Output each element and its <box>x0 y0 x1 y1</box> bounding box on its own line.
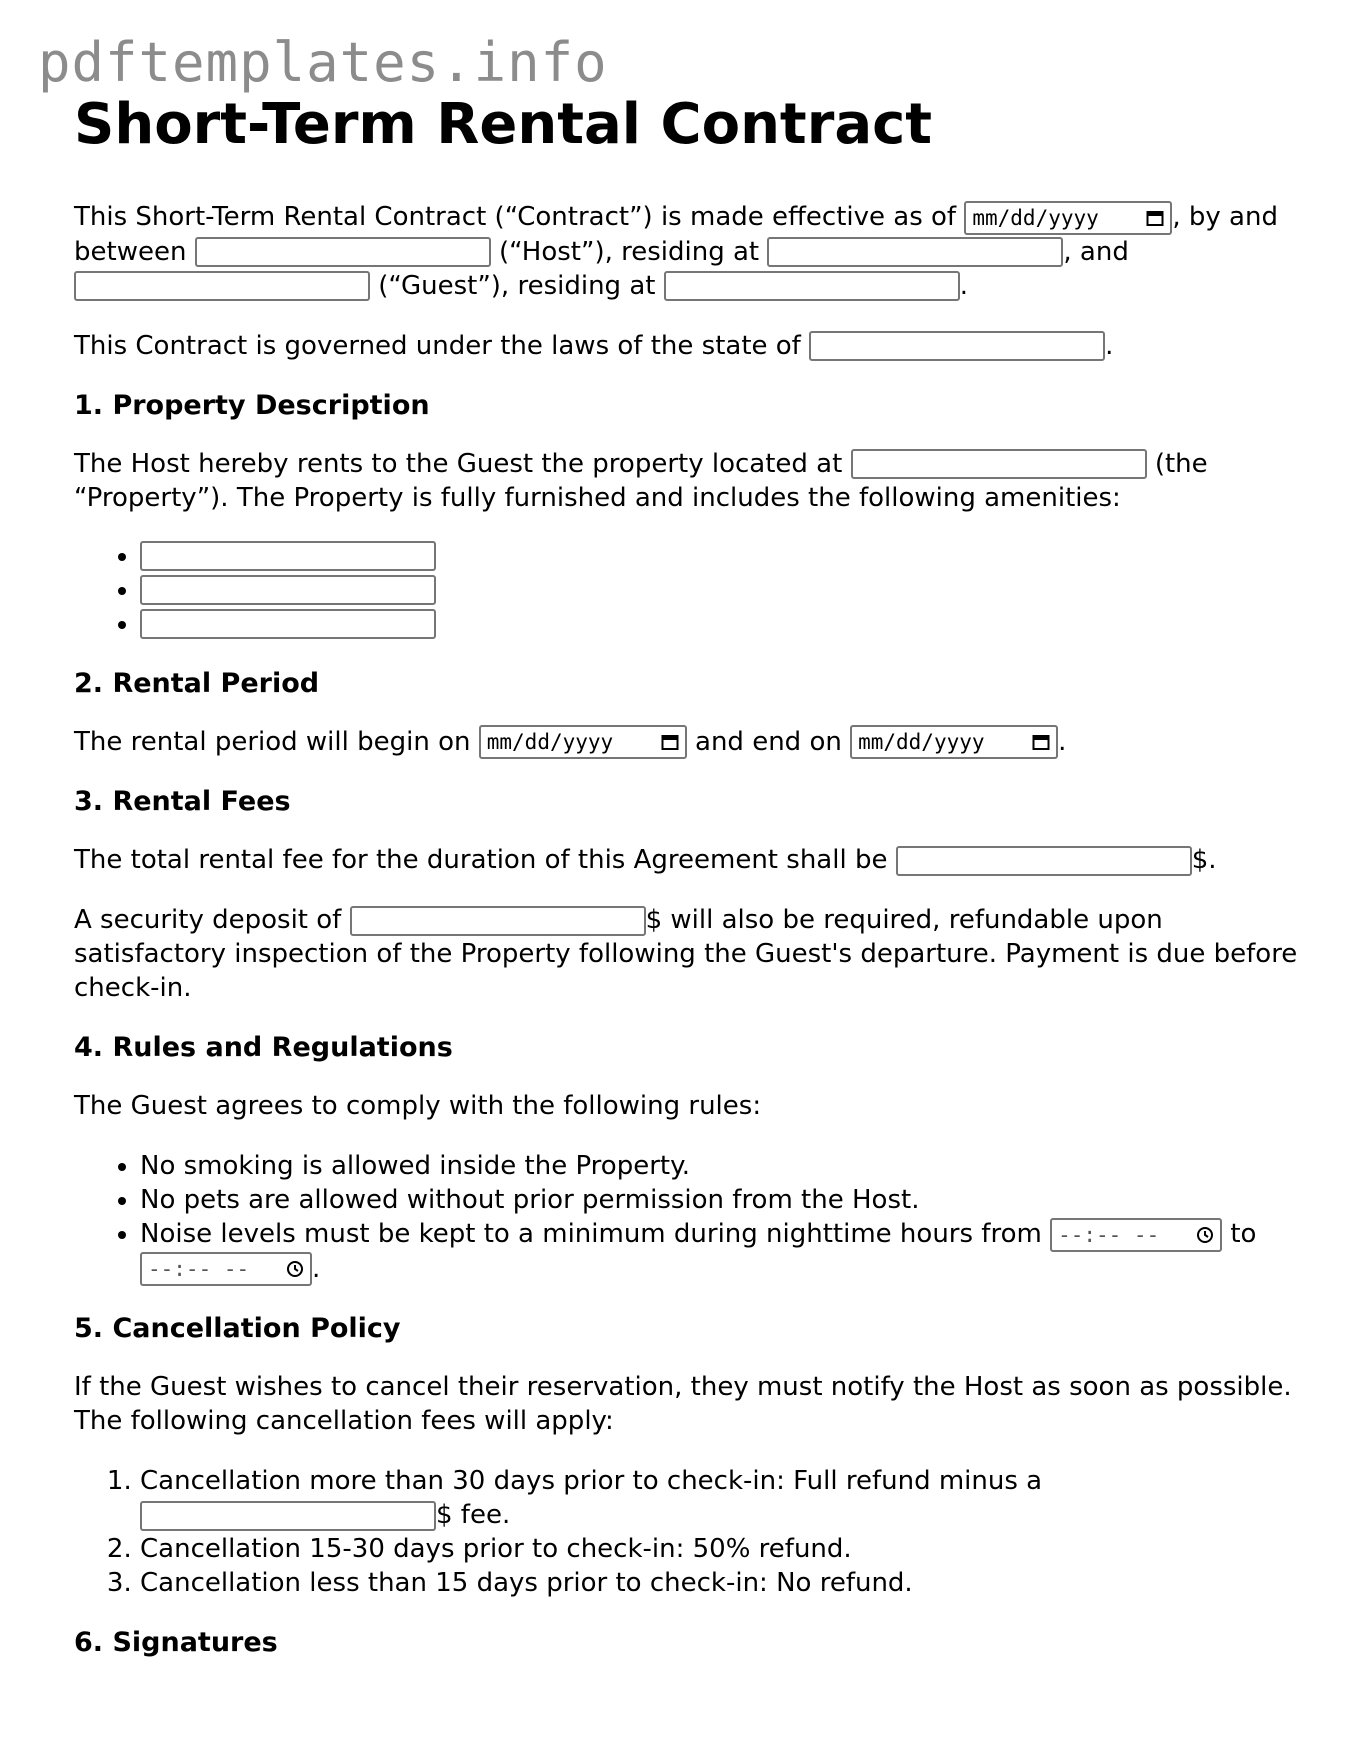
effective-date-input[interactable]: mm/dd/yyyy <box>964 201 1172 235</box>
quiet-hours-end-input[interactable]: --:-- -- <box>140 1252 312 1286</box>
amenity-field-1[interactable] <box>140 541 436 571</box>
list-item: 2. Cancellation 15-30 days prior to check-in: 50% refund. <box>140 1532 1304 1566</box>
section-heading-cancellation: 5. Cancellation Policy <box>74 1313 401 1344</box>
rules-list <box>74 1149 1304 1286</box>
section-heading-rental-fees: 3. Rental Fees <box>74 786 291 817</box>
list-item <box>140 607 1304 641</box>
host-name-field[interactable] <box>195 237 491 267</box>
calendar-icon <box>1146 209 1164 227</box>
list-item <box>140 573 1304 607</box>
clock-icon <box>286 1260 304 1278</box>
state-field[interactable] <box>809 331 1105 361</box>
host-address-field[interactable] <box>767 237 1063 267</box>
cancellation-list <box>74 1464 1304 1600</box>
property-address-field[interactable] <box>851 449 1147 479</box>
section-heading-property: 1. Property Description <box>74 389 430 421</box>
list-item: 1. Cancellation more than 30 days prior to check-in: Full refund minus a $ fee. <box>140 1464 1304 1532</box>
start-date-input[interactable]: mm/dd/yyyy <box>479 725 687 759</box>
cancellation-fee-field[interactable] <box>140 1501 436 1531</box>
contract-document <box>74 92 1304 1684</box>
property-paragraph: The Host hereby rents to the Guest the property located at (the “Property”). The Property is fully furnished and includes the following amenities: <box>74 448 1208 513</box>
total-fee-paragraph: The total rental fee for the duration of this Agreement shall be $. <box>74 845 1217 875</box>
calendar-icon <box>661 733 679 751</box>
total-fee-field[interactable] <box>896 846 1192 876</box>
list-item: • No pets are allowed without prior permission from the Host. <box>140 1183 1304 1217</box>
end-date-input[interactable]: mm/dd/yyyy <box>850 725 1058 759</box>
section-heading-rental-period: 2. Rental Period <box>74 667 320 699</box>
guest-name-field[interactable] <box>74 271 370 301</box>
amenity-field-3[interactable] <box>140 609 436 639</box>
security-deposit-field[interactable] <box>350 906 646 936</box>
calendar-icon <box>1032 733 1050 751</box>
deposit-paragraph: A security deposit of $ will also be required, refundable upon satisfactory inspection of the Property following the Guest's departure. Payment is due before check-in. <box>74 905 1298 1003</box>
quiet-hours-start-input[interactable]: --:-- -- <box>1050 1218 1222 1252</box>
list-item: • No smoking is allowed inside the Property. <box>140 1149 1304 1183</box>
rules-intro: The Guest agrees to comply with the following rules: <box>74 1091 762 1121</box>
intro-paragraph: This Short-Term Rental Contract (“Contract”) is made effective as of mm/dd/yyyy , by and between (“Host”), residing at , and (“Guest”), residing at . <box>74 202 1278 301</box>
cancellation-intro: If the Guest wishes to cancel their reservation, they must notify the Host as soon as possible. The following cancellation fees will apply: <box>74 1372 1292 1436</box>
amenity-field-2[interactable] <box>140 575 436 605</box>
clock-icon <box>1196 1226 1214 1244</box>
rental-period-paragraph: The rental period will begin on mm/dd/yyyy and end on mm/dd/yyyy . <box>74 725 1304 760</box>
list-item <box>140 539 1304 573</box>
governing-law-paragraph: This Contract is governed under the laws of the state of . <box>74 330 1114 361</box>
section-heading-rules: 4. Rules and Regulations <box>74 1032 453 1063</box>
guest-address-field[interactable] <box>664 271 960 301</box>
list-item: • Noise levels must be kept to a minimum during nighttime hours from --:-- -- to --:-- -- . <box>140 1217 1304 1286</box>
section-heading-signatures: 6. Signatures <box>74 1627 278 1658</box>
watermark: pdftemplates.info <box>38 31 608 94</box>
amenities-list <box>74 539 1304 641</box>
page-title: Short-Term Rental Contract <box>74 92 933 157</box>
list-item: 3. Cancellation less than 15 days prior to check-in: No refund. <box>140 1566 1304 1600</box>
